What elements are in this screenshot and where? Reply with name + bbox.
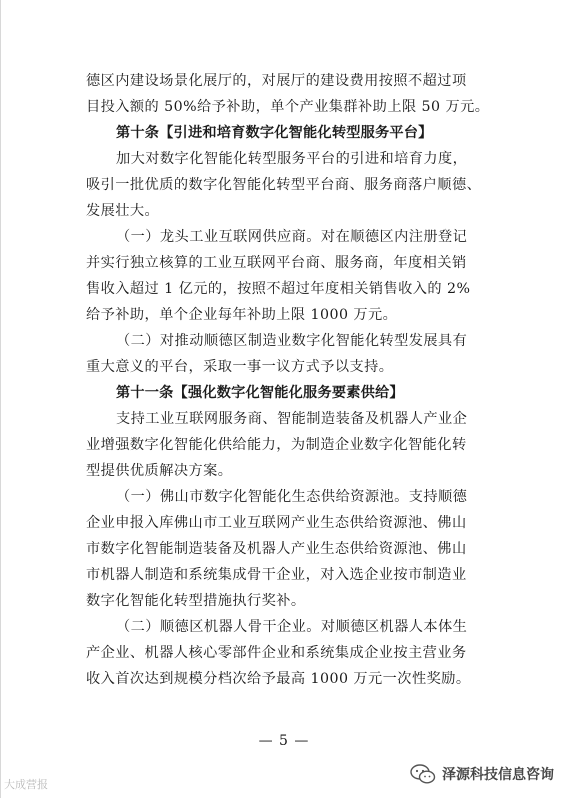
paragraph-line: （一）佛山市数字化智能化生态供给资源池。支持顺德 [116,489,468,505]
page-number: — 5 — [258,733,310,749]
paragraph-line: 重大意义的平台，采取一事一议方式予以支持。 [86,359,394,375]
paragraph-line: 售收入超过 1 亿元的，按照不超过年度相关销售收入的 2% [86,281,471,297]
paragraph-line: （一）龙头工业互联网供应商。对在顺德区内注册登记 [116,229,468,245]
paragraph-line: 吸引一批优质的数字化智能化转型平台商、服务商落户顺德、 [86,177,482,193]
paragraph-line: 并实行独立核算的工业互联网平台商、服务商，年度相关销 [86,255,467,271]
paragraph-line: 加大对数字化智能化转型服务平台的引进和培育力度， [116,151,468,167]
paragraph-line: 发展壮大。 [86,203,160,219]
paragraph-line: 产企业、机器人核心零部件企业和系统集成企业按主营业务 [86,645,467,661]
wechat-icon [410,764,436,784]
paragraph-line: 市数字化智能制造装备及机器人产业生态供给资源池、佛山 [86,541,467,557]
watermark-right [410,764,554,784]
paragraph-line: 目投入额的 50%给予补助，单个产业集群补助上限 50 万元。 [86,99,490,115]
paragraph-line: （二）顺德区机器人骨干企业。对顺德区机器人本体生 [116,619,468,635]
paragraph-line: 企业申报入库佛山市工业互联网产业生态供给资源池、佛山 [86,515,467,531]
paragraph-line: 数字化智能化转型措施执行奖补。 [86,593,306,609]
section-heading: 第十一条【强化数字化智能化服务要素供给】 [116,385,404,401]
paragraph-line: 型提供优质解决方案。 [86,463,233,479]
paragraph-line: 市机器人制造和系统集成骨干企业，对入选企业按市制造业 [86,567,467,583]
watermark-right-text: 泽源科技信息咨询 [442,767,554,783]
section-heading: 第十条【引进和培育数字化智能化转型服务平台】 [116,125,433,141]
paragraph-line: 收入首次达到规模分档次给予最高 1000 万元一次性奖励。 [86,671,471,687]
paragraph-line: 支持工业互联网服务商、智能制造装备及机器人产业企 [116,411,468,427]
paragraph-line: 给予补助，单个企业每年补助上限 1000 万元。 [86,307,398,323]
watermark-left: 大成营报 [4,778,48,791]
paragraph-line: 业增强数字化智能化供给能力，为制造企业数字化智能化转 [86,437,467,453]
document-body [86,68,490,692]
paragraph-line: 德区内建设场景化展厅的，对展厅的建设费用按照不超过项 [86,73,467,89]
paragraph-line: （二）对推动顺德区制造业数字化智能化转型发展具有 [116,333,468,349]
